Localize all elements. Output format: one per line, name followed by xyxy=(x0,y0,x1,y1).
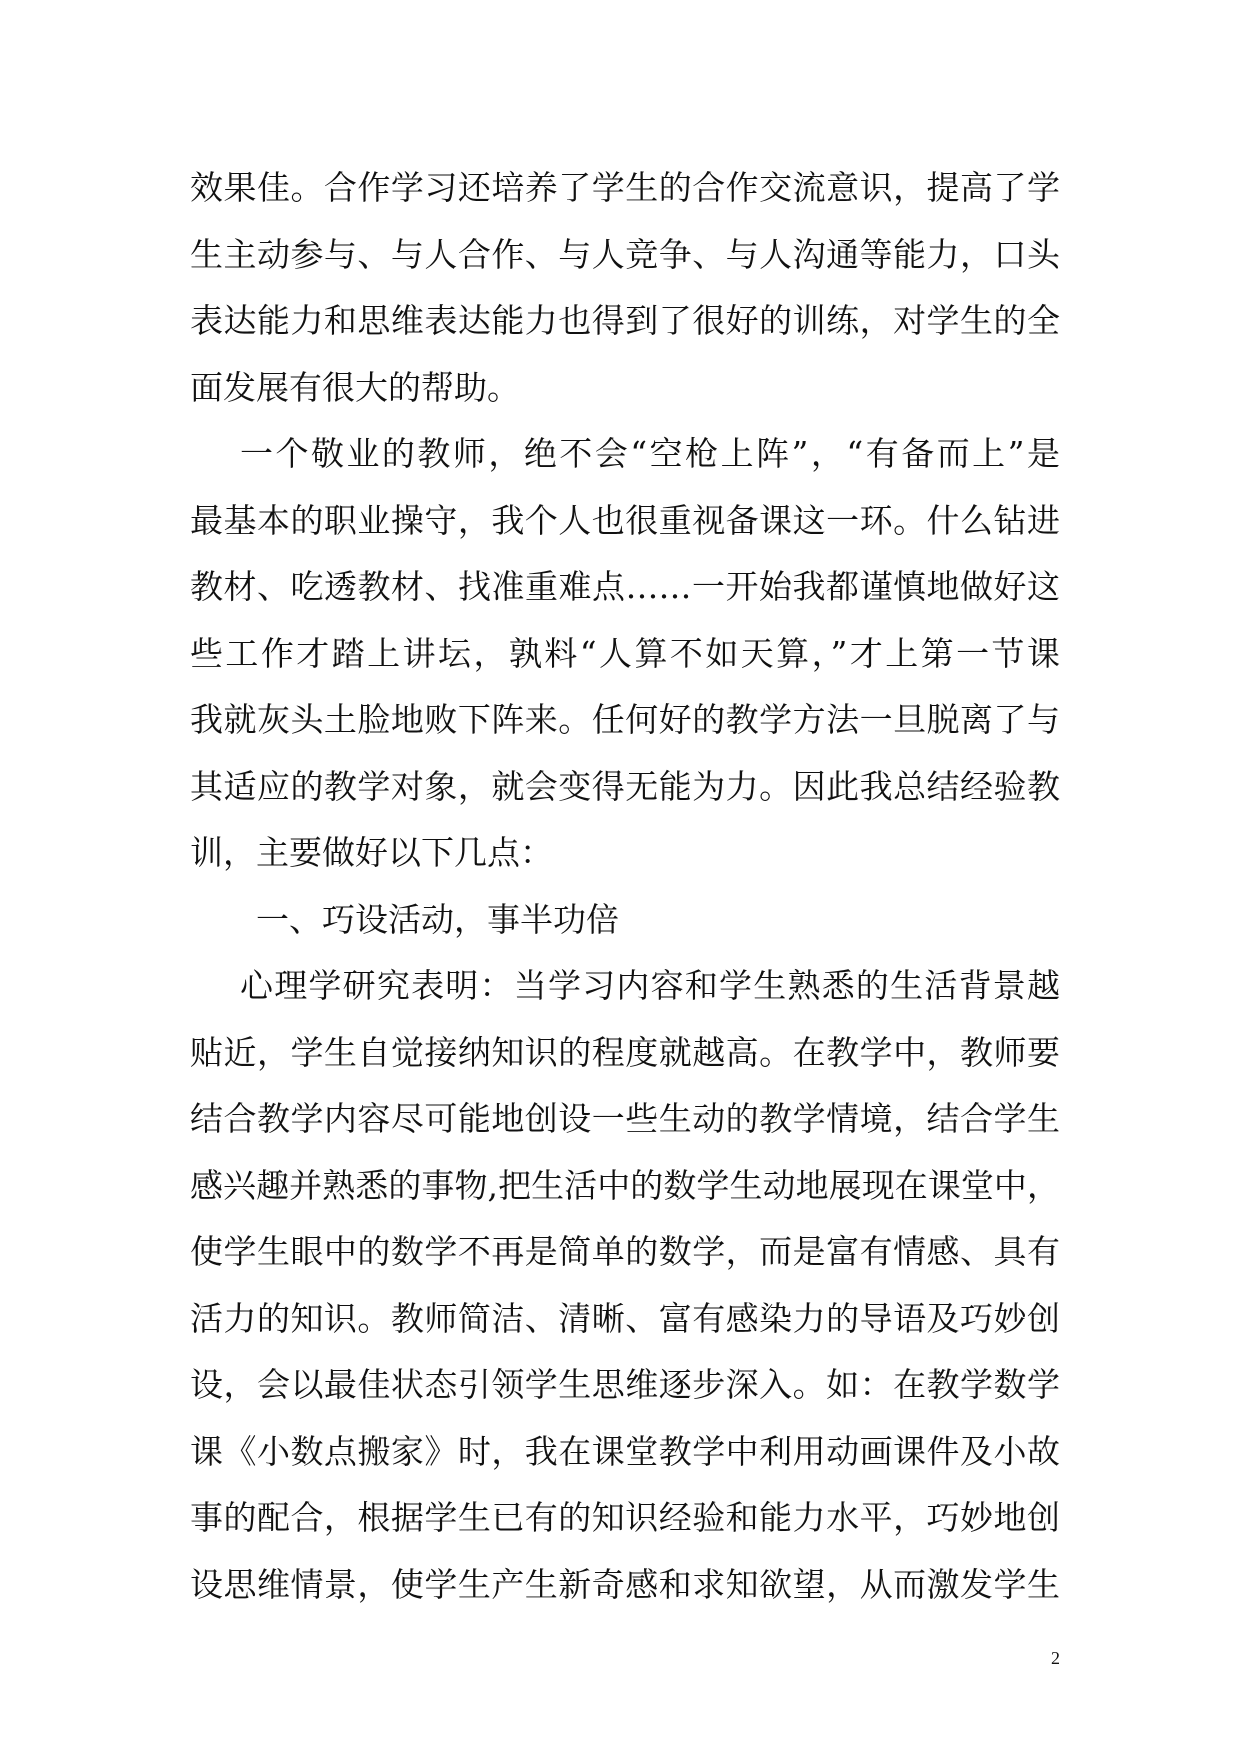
page-number: 2 xyxy=(1051,1648,1060,1668)
paragraph-3-line-8: 课《小数点搬家》时，我在课堂教学中利用动画课件及小故 xyxy=(190,1431,1060,1471)
paragraph-2-line-4: 些工作才踏上讲坛，孰料“人算不如天算，”才上第一节课 xyxy=(190,633,1060,673)
paragraph-2-line-3: 教材、吃透教材、找准重难点……一开始我都谨慎地做好这 xyxy=(190,567,1060,606)
paragraph-2-line-2: 最基本的职业操守，我个人也很重视备课这一环。什么钻进 xyxy=(190,500,1060,540)
paragraph-3-line-7: 设，会以最佳状态引领学生思维逐步深入。如：在教学数学 xyxy=(190,1365,1060,1404)
body-text xyxy=(190,155,1060,1618)
paragraph-3-line-9: 事的配合，根据学生已有的知识经验和能力水平，巧妙地创 xyxy=(190,1498,1060,1537)
paragraph-1-line-1: 效果佳。合作学习还培养了学生的合作交流意识，提高了学 xyxy=(190,168,1060,207)
paragraph-3-line-2: 贴近，学生自觉接纳知识的程度就越高。在教学中，教师要 xyxy=(190,1032,1060,1072)
paragraph-2-line-6: 其适应的教学对象，就会变得无能为力。因此我总结经验教 xyxy=(190,766,1060,806)
paragraph-1-line-4: 面发展有很大的帮助。 xyxy=(190,367,520,407)
paragraph-3-line-1: 心理学研究表明：当学习内容和学生熟悉的生活背景越 xyxy=(240,966,1060,1005)
paragraph-2-line-1: 一个敬业的教师，绝不会“空枪上阵”，“有备而上”是 xyxy=(240,434,1060,473)
paragraph-2-line-7: 训，主要做好以下几点： xyxy=(190,833,553,872)
paragraph-3-line-6: 活力的知识。教师简洁、清晰、富有感染力的导语及巧妙创 xyxy=(190,1298,1060,1338)
paragraph-1-line-3: 表达能力和思维表达能力也得到了很好的训练，对学生的全 xyxy=(190,301,1060,340)
paragraph-3-line-4: 感兴趣并熟悉的事物,把生活中的数学生动地展现在课堂中， xyxy=(190,1165,1060,1205)
paragraph-2-line-5: 我就灰头土脸地败下阵来。任何好的教学方法一旦脱离了与 xyxy=(190,700,1060,739)
paragraph-3-line-10: 设思维情景，使学生产生新奇感和求知欲望，从而激发学生 xyxy=(190,1564,1060,1604)
paragraph-3-line-3: 结合教学内容尽可能地创设一些生动的教学情境，结合学生 xyxy=(190,1099,1060,1138)
section-heading: 一、巧设活动，事半功倍 xyxy=(256,899,619,939)
paragraph-1-line-2: 生主动参与、与人合作、与人竞争、与人沟通等能力，口头 xyxy=(190,234,1060,274)
paragraph-3-line-5: 使学生眼中的数学不再是简单的数学，而是富有情感、具有 xyxy=(190,1232,1060,1271)
